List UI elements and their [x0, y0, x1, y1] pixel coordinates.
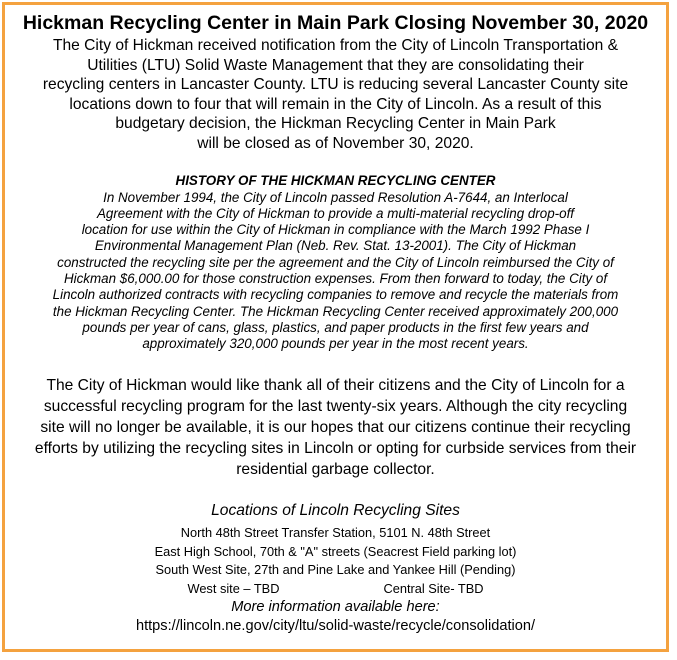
history-line: location for use within the City of Hickman in compliance with the March 1992 Phase I [81, 222, 590, 238]
closing-line: successful recycling program for the last twenty-six years. Although the city recycling [43, 398, 628, 416]
intro-paragraph [15, 36, 656, 153]
history-line: approximately 320,000 pounds per year in the most recent years. [142, 336, 529, 352]
intro-line: will be closed as of November 30, 2020. [197, 134, 474, 152]
history-line: pounds per year of cans, glass, plastics, and paper products in the first few years and [82, 319, 589, 335]
site-item: North 48th Street Transfer Station, 5101 N. 48th Street [180, 525, 491, 541]
history-line: Agreement with the City of Hickman to provide a multi-material recycling drop-off [96, 205, 575, 221]
history-line: Hickman $6,000.00 for those construction expenses. From then forward to today, the City of [63, 270, 608, 286]
more-info-label: More information available here: [231, 599, 440, 616]
notice-title: Hickman Recycling Center in Main Park Closing November 30, 2020 [22, 12, 649, 34]
history-line: Environmental Management Plan (Neb. Rev. Stat. 13-2001). The City of Hickman [94, 238, 577, 254]
site-item-row [5, 580, 666, 598]
history-line: In November 1994, the City of Lincoln passed Resolution A-7644, an Interlocal [103, 189, 568, 205]
closing-line: residential garbage collector. [236, 460, 435, 478]
site-item: East High School, 70th & "A" streets (Seacrest Field parking lot) [154, 543, 517, 559]
site-item-west: West site – TBD [187, 580, 280, 596]
history-line: the Hickman Recycling Center. The Hickman Recycling Center received approximately 200,000 [52, 303, 619, 319]
closing-paragraph [5, 376, 666, 480]
sites-heading: Locations of Lincoln Recycling Sites [211, 502, 460, 520]
notice-frame [2, 2, 669, 652]
history-line: Lincoln authorized contracts with recycling companies to remove and recycle the materials from [52, 287, 619, 303]
site-item: South West Site, 27th and Pine Lake and Yankee Hill (Pending) [155, 562, 516, 578]
sites-list [5, 524, 666, 598]
closing-line: efforts by utilizing the recycling sites in Lincoln or opting for curbside services from their [34, 439, 637, 457]
history-line: constructed the recycling site per the agreement and the City of Lincoln reimbursed the City of [57, 254, 614, 270]
history-paragraph [5, 190, 666, 353]
history-heading: HISTORY OF THE HICKMAN RECYCLING CENTER [175, 173, 496, 188]
closing-line: The City of Hickman would like thank all of their citizens and the City of Lincoln for a [46, 377, 625, 395]
intro-line: recycling centers in Lancaster County. LTU is reducing several Lancaster County site [42, 76, 629, 93]
intro-line: locations down to four that will remain in the City of Lincoln. As a result of this [69, 95, 602, 113]
consolidation-link[interactable]: https://lincoln.ne.gov/city/ltu/solid-waste/recycle/consolidation/ [135, 618, 536, 635]
intro-line: The City of Hickman received notification from the City of Lincoln Transportation & [52, 37, 619, 54]
site-item-central: Central Site- TBD [383, 580, 484, 596]
closing-line: site will no longer be available, it is our hopes that our citizens continue their recycling [40, 419, 631, 437]
intro-line: Utilities (LTU) Solid Waste Management that they are consolidating their [87, 56, 584, 74]
history-section [5, 173, 666, 352]
intro-line: budgetary decision, the Hickman Recycling Center in Main Park [115, 115, 556, 132]
